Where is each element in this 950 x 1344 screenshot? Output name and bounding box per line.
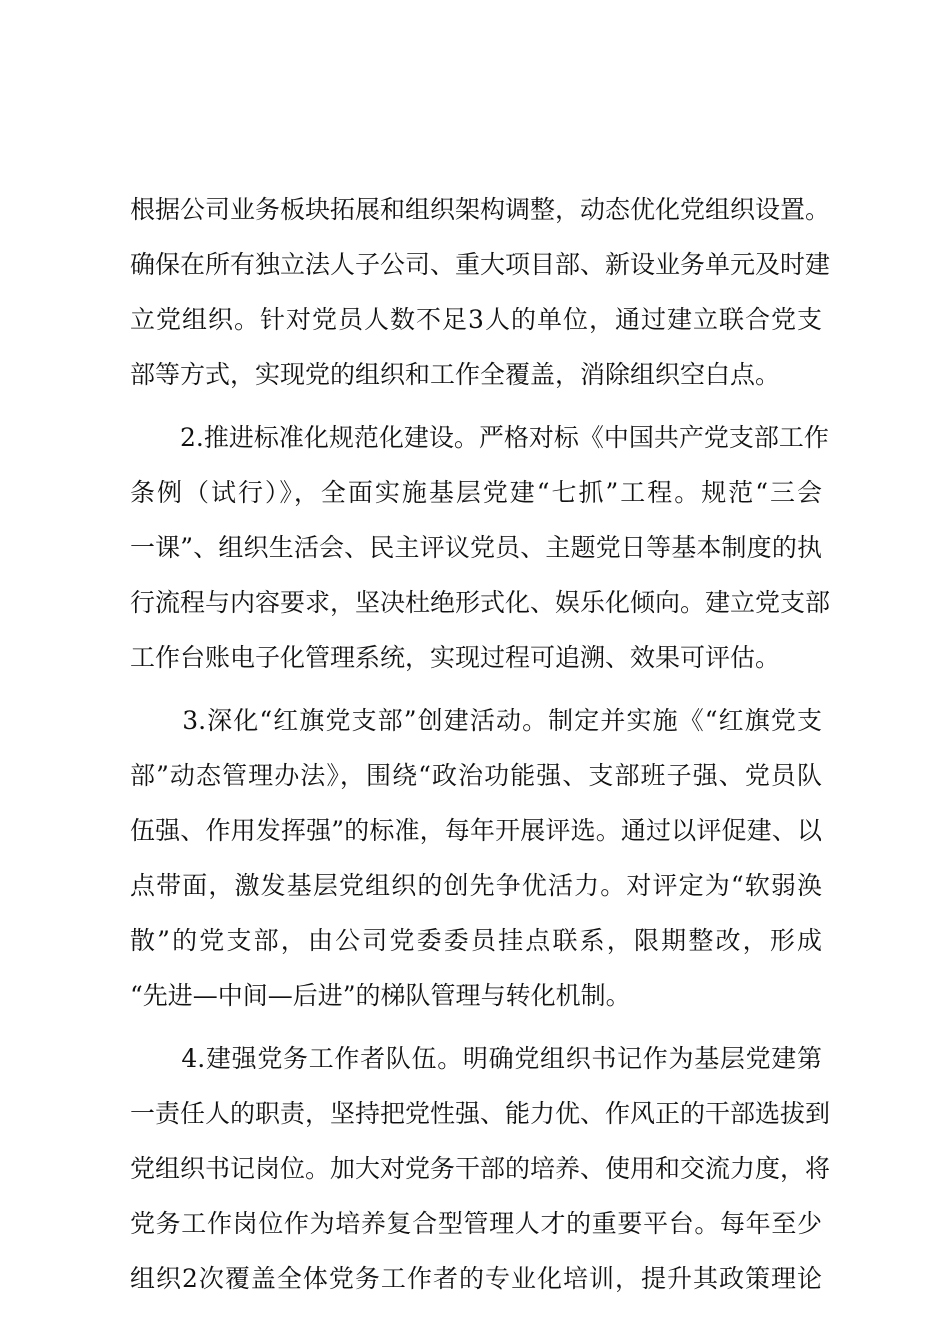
text-line: 一责任人的职责，坚持把党性强、能力优、作风正的干部选拔到 (130, 1099, 831, 1128)
text-line: 点带面，激发基层党组织的创先争优活力。对评定为“软弱涣 (130, 871, 822, 900)
text-line: 3.深化“红旗党支部”创建活动。制定并实施《“红旗党支 (130, 706, 822, 735)
text-line: 散”的党支部，由公司党委委员挂点联系，限期整改，形成 (130, 926, 822, 955)
text-line: 条例（试行）》，全面实施基层党建“七抓”工程。规范“三会 (130, 478, 822, 507)
text-line: 行流程与内容要求，坚决杜绝形式化、娱乐化倾向。建立党支部 (130, 588, 831, 617)
text-line: 部等方式，实现党的组织和工作全覆盖，消除组织空白点。 (130, 360, 781, 389)
text-line: 党务工作岗位作为培养复合型管理人才的重要平台。每年至少 (130, 1209, 822, 1238)
text-line: 立党组织。针对党员人数不足3人的单位，通过建立联合党支 (130, 305, 822, 334)
text-line: 党组织书记岗位。加大对党务干部的培养、使用和交流力度，将 (130, 1154, 831, 1183)
text-line: 一课”、组织生活会、民主评议党员、主题党日等基本制度的执 (130, 533, 822, 562)
text-line: 工作台账电子化管理系统，实现过程可追溯、效果可评估。 (130, 643, 781, 672)
text-line: 组织2次覆盖全体党务工作者的专业化培训，提升其政策理论 (130, 1264, 822, 1293)
text-line: 4.建强党务工作者队伍。明确党组织书记作为基层党建第 (130, 1044, 822, 1073)
text-line: 确保在所有独立法人子公司、重大项目部、新设业务单元及时建 (130, 250, 831, 279)
text-line: 部”动态管理办法》，围绕“政治功能强、支部班子强、党员队 (130, 761, 822, 790)
text-line: 根据公司业务板块拓展和组织架构调整，动态优化党组织设置。 (130, 195, 831, 224)
text-line: “先进—中间—后进”的梯队管理与转化机制。 (130, 981, 631, 1010)
text-line: 2.推进标准化规范化建设。严格对标《中国共产党支部工作 (130, 423, 829, 452)
text-line: 伍强、作用发挥强”的标准，每年开展评选。通过以评促建、以 (130, 816, 822, 845)
